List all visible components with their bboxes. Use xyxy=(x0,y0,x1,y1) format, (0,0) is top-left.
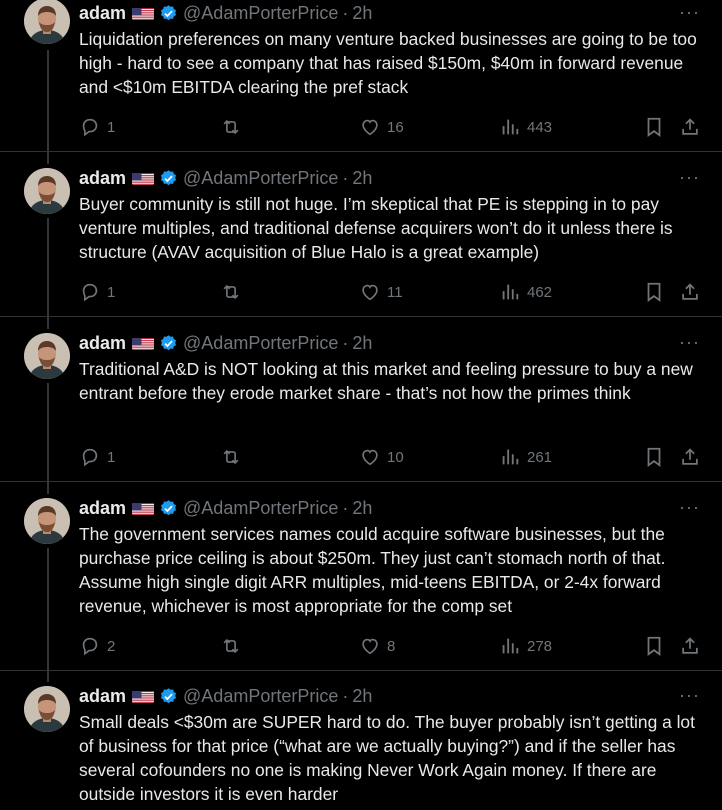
views-button[interactable] xyxy=(499,281,552,303)
author-name[interactable]: adam xyxy=(79,2,127,23)
thread-connector-line xyxy=(47,50,49,164)
avatar[interactable] xyxy=(24,333,70,379)
like-count: 16 xyxy=(387,118,404,136)
verified-badge-icon xyxy=(159,499,178,518)
separator-dot: · xyxy=(342,332,349,353)
share-button[interactable] xyxy=(679,446,707,468)
reply-icon xyxy=(79,281,107,303)
verified-badge-icon xyxy=(159,687,178,706)
reply-count: 2 xyxy=(107,637,116,655)
reply-button[interactable] xyxy=(79,635,115,657)
retweet-icon xyxy=(219,116,249,138)
views-button[interactable] xyxy=(499,446,552,468)
views-count: 278 xyxy=(527,637,553,655)
views-count: 462 xyxy=(527,283,553,301)
tweet-text: The government services names could acquire software businesses, but the purchase price ceiling is about $250m. They just can’t stomach north of that. Assume high single digit ARR multiples, mid-teens EBITDA, or 2-4x forward revenue, whichever is most appropriate for the comp set xyxy=(79,524,670,616)
like-button[interactable] xyxy=(359,635,395,657)
tweet-header xyxy=(79,497,372,519)
retweet-button[interactable] xyxy=(219,635,249,657)
author-handle[interactable]: @AdamPorterPrice xyxy=(183,2,339,23)
thread-connector-line xyxy=(47,218,49,329)
views-icon xyxy=(499,116,527,138)
share-icon xyxy=(679,635,701,657)
us-flag-icon xyxy=(132,336,154,350)
tweet-text: Small deals <$30m are SUPER hard to do. The buyer probably isn’t getting a lot of business for that price (“what are we actually buying?”) and if the seller has several cofounders no one is making Never Work Again money. If there are outside investors it is even harder xyxy=(79,712,700,804)
more-options-icon[interactable]: ··· xyxy=(679,497,700,517)
retweet-button[interactable] xyxy=(219,446,249,468)
reply-button[interactable] xyxy=(79,446,115,468)
tweet-divider xyxy=(0,151,722,152)
tweet-actions xyxy=(79,446,705,470)
author-handle[interactable]: @AdamPorterPrice xyxy=(183,685,339,706)
avatar[interactable] xyxy=(24,498,70,544)
like-count: 11 xyxy=(387,283,403,301)
author-handle[interactable]: @AdamPorterPrice xyxy=(183,497,339,518)
share-icon xyxy=(679,281,701,303)
tweet-actions xyxy=(79,116,705,140)
views-count: 261 xyxy=(527,448,553,466)
share-button[interactable] xyxy=(679,116,707,138)
retweet-icon xyxy=(219,635,249,657)
author-handle[interactable]: @AdamPorterPrice xyxy=(183,332,339,353)
views-count: 443 xyxy=(527,118,553,136)
views-icon xyxy=(499,446,527,468)
bookmark-button[interactable] xyxy=(644,446,670,468)
separator-dot: · xyxy=(342,685,349,706)
tweet-header xyxy=(79,332,372,354)
share-icon xyxy=(679,116,701,138)
tweet-text: Buyer community is still not huge. I’m skeptical that PE is stepping in to pay venture multiples, and traditional defense acquirers won’t do it unless there is structure (AVAV acquisition of Blue Halo is a great example) xyxy=(79,194,678,262)
us-flag-icon xyxy=(132,171,154,185)
verified-badge-icon xyxy=(159,169,178,188)
thread-connector-line xyxy=(47,383,49,494)
heart-icon xyxy=(359,635,387,657)
separator-dot: · xyxy=(342,2,349,23)
reply-count: 1 xyxy=(107,118,116,136)
us-flag-icon xyxy=(132,501,154,515)
bookmark-icon xyxy=(644,281,664,303)
bookmark-icon xyxy=(644,635,664,657)
avatar[interactable] xyxy=(24,168,70,214)
tweet-header xyxy=(79,685,372,707)
bookmark-icon xyxy=(644,446,664,468)
like-count: 8 xyxy=(387,637,396,655)
thread-connector-line xyxy=(47,548,49,682)
more-options-icon[interactable]: ··· xyxy=(679,332,700,352)
share-button[interactable] xyxy=(679,281,707,303)
verified-badge-icon xyxy=(159,334,178,353)
more-options-icon[interactable]: ··· xyxy=(679,167,700,187)
tweet-divider xyxy=(0,670,722,671)
author-name[interactable]: adam xyxy=(79,685,127,706)
author-name[interactable]: adam xyxy=(79,497,127,518)
bookmark-icon xyxy=(644,116,664,138)
like-button[interactable] xyxy=(359,446,404,468)
reply-button[interactable] xyxy=(79,116,115,138)
reply-button[interactable] xyxy=(79,281,115,303)
retweet-icon xyxy=(219,446,249,468)
tweet-actions xyxy=(79,635,705,659)
avatar[interactable] xyxy=(24,686,70,732)
author-name[interactable]: adam xyxy=(79,167,127,188)
post-timestamp[interactable]: 2h xyxy=(352,167,373,188)
like-count: 10 xyxy=(387,448,404,466)
retweet-icon xyxy=(219,281,249,303)
bookmark-button[interactable] xyxy=(644,281,670,303)
tweet-header xyxy=(79,167,372,189)
like-button[interactable] xyxy=(359,116,404,138)
tweet-text: Liquidation preferences on many venture backed businesses are going to be too high - hard to see a company that has raised $150m, $40m in forward revenue and <$10m EBITDA clearing the pref stack xyxy=(79,29,702,97)
heart-icon xyxy=(359,281,387,303)
post-timestamp[interactable]: 2h xyxy=(352,2,373,23)
more-options-icon[interactable]: ··· xyxy=(679,685,700,705)
tweet-divider xyxy=(0,316,722,317)
author-name[interactable]: adam xyxy=(79,332,127,353)
author-handle[interactable]: @AdamPorterPrice xyxy=(183,167,339,188)
tweet-actions xyxy=(79,281,705,305)
views-button[interactable] xyxy=(499,635,552,657)
reply-icon xyxy=(79,446,107,468)
verified-badge-icon xyxy=(159,4,178,23)
reply-icon xyxy=(79,635,107,657)
views-icon xyxy=(499,635,527,657)
us-flag-icon xyxy=(132,689,154,703)
like-button[interactable] xyxy=(359,281,403,303)
separator-dot: · xyxy=(342,497,349,518)
heart-icon xyxy=(359,446,387,468)
post-timestamp[interactable]: 2h xyxy=(352,685,373,706)
tweet-header xyxy=(79,2,372,24)
avatar[interactable] xyxy=(24,0,70,44)
separator-dot: · xyxy=(342,167,349,188)
tweet-text: Traditional A&D is NOT looking at this market and feeling pressure to buy a new entrant before they erode market share - that’s not how the primes think xyxy=(79,359,698,403)
reply-count: 1 xyxy=(107,283,116,301)
reply-icon xyxy=(79,116,107,138)
share-button[interactable] xyxy=(679,635,707,657)
bookmark-button[interactable] xyxy=(644,635,670,657)
more-options-icon[interactable]: ··· xyxy=(679,2,700,22)
bookmark-button[interactable] xyxy=(644,116,670,138)
tweet-divider xyxy=(0,481,722,482)
post-timestamp[interactable]: 2h xyxy=(352,497,373,518)
retweet-button[interactable] xyxy=(219,116,249,138)
views-button[interactable] xyxy=(499,116,552,138)
views-icon xyxy=(499,281,527,303)
us-flag-icon xyxy=(132,6,154,20)
heart-icon xyxy=(359,116,387,138)
retweet-button[interactable] xyxy=(219,281,249,303)
reply-count: 1 xyxy=(107,448,116,466)
share-icon xyxy=(679,446,701,468)
post-timestamp[interactable]: 2h xyxy=(352,332,373,353)
